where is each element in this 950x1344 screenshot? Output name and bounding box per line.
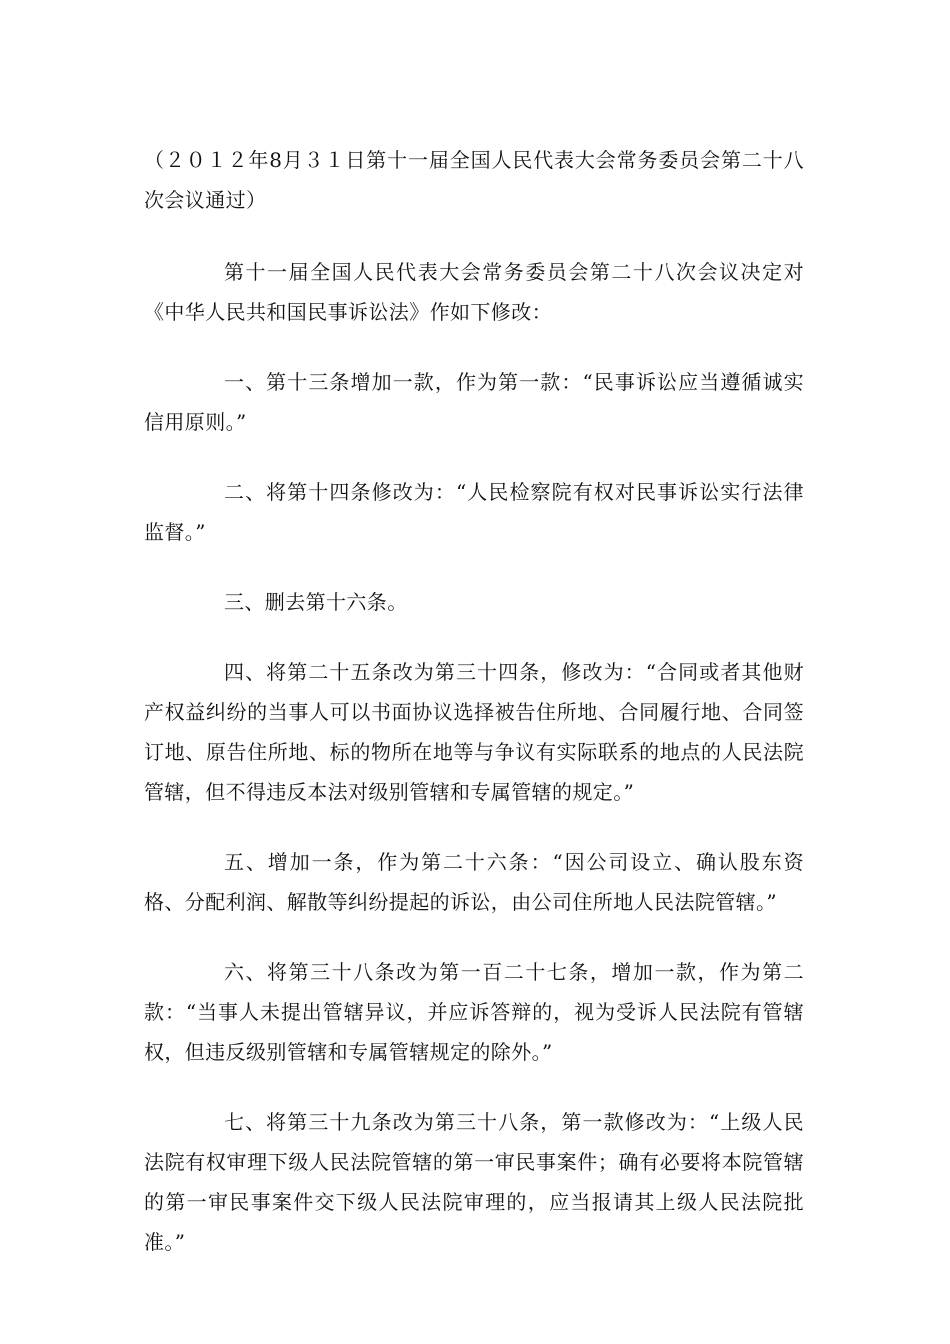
decision-preamble: 第十一届全国人民代表大会常务委员会第二十八次会议决定对《中华人民共和国民事诉讼法》作如下修改： xyxy=(144,260,804,324)
adoption-note: （２０１２年8月３１日第十一届全国人民代表大会常务委员会第二十八次会议通过） xyxy=(144,148,804,212)
amendment-item-5: 五、增加一条，作为第二十六条：“因公司设立、确认股东资格、分配利润、解散等纠纷提起的诉讼，由公司住所地人民法院管辖。” xyxy=(144,850,804,914)
amendment-item-2: 二、将第十四条修改为：“人民检察院有权对民事诉讼实行法律监督。” xyxy=(144,480,804,544)
document-body xyxy=(144,140,804,1292)
amendment-item-6: 六、将第三十八条改为第一百二十七条，增加一款，作为第二款：“当事人未提出管辖异议，并应诉答辩的，视为受诉人民法院有管辖权，但违反级别管辖和专属管辖规定的除外。” xyxy=(144,960,804,1064)
amendment-item-7: 七、将第三十九条改为第三十八条，第一款修改为：“上级人民法院有权审理下级人民法院管辖的第一审民事案件；确有必要将本院管辖的第一审民事案件交下级人民法院审理的，应当报请其上级人民法院批准。” xyxy=(144,1110,804,1254)
amendment-item-4: 四、将第二十五条改为第三十四条，修改为：“合同或者其他财产权益纠纷的当事人可以书面协议选择被告住所地、合同履行地、合同签订地、原告住所地、标的物所在地等与争议有实际联系的地点的人民法院管辖，但不得违反本法对级别管辖和专属管辖的规定。” xyxy=(144,660,804,804)
amendment-item-1: 一、第十三条增加一款，作为第一款：“民事诉讼应当遵循诚实信用原则。” xyxy=(144,370,804,434)
amendment-item-3: 三、删去第十六条。 xyxy=(224,590,408,614)
